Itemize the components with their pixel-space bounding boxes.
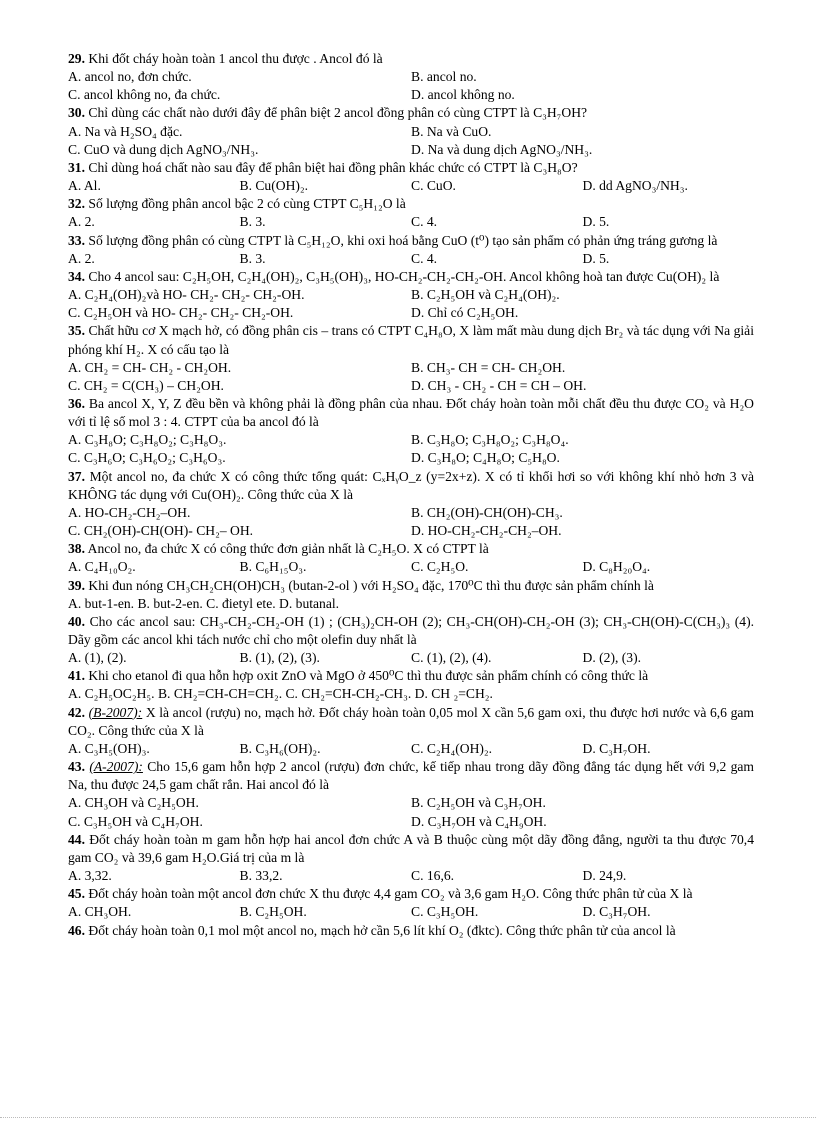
- question-41: [68, 667, 754, 703]
- question-number: 44.: [68, 831, 85, 847]
- question-text: Khi đốt cháy hoàn toàn 1 ancol thu được . Ancol đó là: [85, 51, 383, 66]
- question-31: [68, 159, 754, 195]
- question-stem: [68, 831, 754, 867]
- question-text: Đốt cháy hoàn toàn 0,1 mol một ancol no, mạch hở cần 5,6 lít khí O₂ (đktc). Công thức phân tử của ancol là: [85, 922, 676, 938]
- options-row: [68, 177, 754, 195]
- answer-option: D. C₃H₇OH và C₄H₉OH.: [411, 813, 547, 829]
- answer-option: B. Cu(OH)₂.: [239, 178, 309, 194]
- answer-option: C. 4.: [411, 250, 438, 266]
- question-text: Chỉ dùng các chất nào dưới đây để phân biệt 2 ancol đồng phân có cùng CTPT là C₃H₇OH?: [85, 105, 588, 121]
- question-35: [68, 322, 754, 395]
- options-row: [68, 68, 754, 86]
- question-32: [68, 195, 754, 231]
- answer-option: B. Na và CuO.: [411, 123, 492, 139]
- answer-option: D. (2), (3).: [582, 650, 642, 666]
- answer-option: C. 16,6.: [411, 868, 455, 884]
- question-stem: [68, 468, 754, 504]
- options-row: [68, 903, 754, 921]
- question-number: 29.: [68, 51, 85, 66]
- answer-option: B. 33,2.: [239, 868, 283, 884]
- answer-option: A. C₂H₅OC₂H₅. B. CH₂=CH-CH=CH₂. C. CH₂=CH-CH₂-CH₃. D. CH ₂=CH₂.: [68, 686, 493, 702]
- question-37: [68, 468, 754, 541]
- options-row: [68, 123, 754, 141]
- answer-option: A. CH₂ = CH- CH₂ - CH₂OH.: [68, 359, 232, 375]
- question-text: Đốt cháy hoàn toàn m gam hỗn hợp hai ancol đơn chức A và B thuộc cùng một dãy đồng đẳng, người ta thu được 70,4 gam CO₂ và 39,6 gam H₂O.Giá trị của m là: [68, 831, 754, 865]
- question-number: 38.: [68, 541, 85, 557]
- answer-option: B. C₃H₆(OH)₂.: [239, 740, 321, 756]
- question-number: 32.: [68, 196, 85, 212]
- question-text: Số lượng đồng phân ancol bậc 2 có cùng CTPT C₅H₁₂O là: [85, 196, 406, 212]
- options-row: [68, 431, 754, 449]
- answer-option: D. Na và dung dịch AgNO₃/NH₃.: [411, 141, 593, 157]
- answer-option: B. 3.: [239, 250, 266, 266]
- question-stem: [68, 50, 754, 68]
- question-stem: [68, 613, 754, 649]
- options-row: [68, 867, 754, 885]
- answer-option: D. Chỉ có C₂H₅OH.: [411, 305, 519, 321]
- question-text: Đốt cháy hoàn toàn một ancol đơn chức X thu được 4,4 gam CO₂ và 3,6 gam H₂O. Công thức phân tử của X là: [85, 886, 693, 902]
- question-number: 39.: [68, 577, 85, 593]
- question-number: 35.: [68, 323, 85, 339]
- options-row: [68, 213, 754, 231]
- question-number: 36.: [68, 395, 85, 411]
- question-text: Số lượng đồng phân có cùng CTPT là C₅H₁₂O, khi oxi hoá bằng CuO (t⁰) tạo sản phẩm có phản ứng tráng gương là: [85, 232, 718, 248]
- answer-option: B. C₃H₈O; C₃H₈O₂; C₃H₈O₄.: [411, 432, 569, 448]
- question-stem: [68, 758, 754, 794]
- answer-option: B. C₂H₅OH và C₃H₇OH.: [411, 795, 546, 811]
- answer-option: B. 3.: [239, 214, 266, 230]
- answer-option: B. CH₂(OH)-CH(OH)-CH₃.: [411, 504, 563, 520]
- options-row: [68, 304, 754, 322]
- question-text: Chỉ dùng hoá chất nào sau đây để phân biệt hai đồng phân khác chức có CTPT là C₃H₈O?: [85, 159, 578, 175]
- question-40: [68, 613, 754, 667]
- answer-option: C. ancol không no, đa chức.: [68, 87, 221, 103]
- question-number: 34.: [68, 268, 85, 284]
- answer-option: C. CuO và dung dịch AgNO₃/NH₃.: [68, 141, 259, 157]
- answer-option: A. ancol no, đơn chức.: [68, 69, 192, 85]
- options-row: [68, 685, 754, 703]
- answer-option: C. C₃H₆O; C₃H₆O₂; C₃H₆O₃.: [68, 450, 226, 466]
- options-row: [68, 449, 754, 467]
- answer-option: C. 4.: [411, 214, 438, 230]
- options-row: [68, 286, 754, 304]
- question-29: [68, 50, 754, 104]
- answer-option: B. ancol no.: [411, 69, 477, 85]
- answer-option: C. C₂H₅O.: [411, 559, 469, 575]
- answer-option: A. (1), (2).: [68, 650, 127, 666]
- question-stem: [68, 195, 754, 213]
- answer-option: A. C₄H₁₀O₂.: [68, 559, 136, 575]
- question-stem: [68, 667, 754, 685]
- answer-option: C. C₂H₅OH và HO- CH₂- CH₂- CH₂-OH.: [68, 305, 294, 321]
- question-text: Khi cho etanol đi qua hỗn hợp oxit ZnO và MgO ở 450⁰C thì thu được sản phẩm chính có công thức là: [85, 668, 649, 684]
- question-text: Khi đun nóng CH₃CH₂CH(OH)CH₃ (butan-2-ol ) với H₂SO₄ đặc, 170⁰C thì thu được sản phẩm chính là: [85, 577, 654, 593]
- options-row: [68, 86, 754, 104]
- question-45: [68, 885, 754, 921]
- answer-option: A. C₃H₅(OH)₃.: [68, 740, 150, 756]
- options-row: [68, 250, 754, 268]
- worksheet: [68, 50, 754, 940]
- answer-option: A. C₃H₈O; C₃H₈O₂; C₃H₈O₃.: [68, 432, 227, 448]
- answer-option: D. C₃H₈O; C₄H₈O; C₅H₈O.: [411, 450, 560, 466]
- question-38: [68, 540, 754, 576]
- answer-option: A. 3,32.: [68, 868, 112, 884]
- question-stem: [68, 885, 754, 903]
- question-34: [68, 268, 754, 322]
- question-42: [68, 704, 754, 758]
- question-stem: [68, 268, 754, 286]
- question-number: 46.: [68, 922, 85, 938]
- answer-option: C. CH₂(OH)-CH(OH)- CH₂– OH.: [68, 523, 254, 539]
- question-text: Một ancol no, đa chức X có công thức tổng quát: CₓHᵧO_z (y=2x+z). X có tỉ khối hơi so với không khí nhỏ hơn 3 và KHÔNG tác dụng với Cu(OH)₂. Công thức của X là: [68, 468, 754, 502]
- question-stem: [68, 159, 754, 177]
- question-stem: [68, 577, 754, 595]
- answer-option: D. C₈H₂₀O₄.: [582, 559, 651, 575]
- question-46: [68, 922, 754, 940]
- options-row: [68, 649, 754, 667]
- question-number: 33.: [68, 232, 85, 248]
- answer-option: C. CuO.: [411, 178, 456, 194]
- answer-option: C. C₃H₅OH và C₄H₇OH.: [68, 813, 203, 829]
- answer-option: A. C₂H₄(OH)₂và HO- CH₂- CH₂- CH₂-OH.: [68, 287, 305, 303]
- question-text: Chất hữu cơ X mạch hở, có đồng phân cis – trans có CTPT C₄H₈O, X làm mất màu dung dịch Br₂ và tác dụng với Na giải phóng khí H₂. X có cấu tạo là: [68, 323, 754, 357]
- question-number: 42.: [68, 704, 85, 720]
- options-row: [68, 558, 754, 576]
- question-stem: [68, 395, 754, 431]
- question-stem: [68, 104, 754, 122]
- answer-option: A. CH₃OH.: [68, 904, 132, 920]
- answer-option: A. Al.: [68, 178, 101, 194]
- question-stem: [68, 322, 754, 358]
- answer-option: B. (1), (2), (3).: [239, 650, 320, 666]
- question-text: Cho 4 ancol sau: C₂H₅OH, C₂H₄(OH)₂, C₃H₅(OH)₃, HO-CH₂-CH₂-CH₂-OH. Ancol không hoà tan được Cu(OH)₂ là: [85, 268, 720, 284]
- answer-option: B. C₂H₅OH.: [239, 904, 307, 920]
- question-text: Ba ancol X, Y, Z đều bền và không phải là đồng phân của nhau. Đốt cháy hoàn toàn mỗi chất đều thu được CO₂ và H₂O với tỉ lệ số mol 3 : 4. CTPT của ba ancol đó là: [68, 395, 754, 430]
- answer-option: A. 2.: [68, 250, 95, 266]
- question-number: 41.: [68, 668, 85, 684]
- question-text: X là ancol (rượu) no, mạch hở. Đốt cháy hoàn toàn 0,05 mol X cần 5,6 gam oxi, thu được hơi nước và 6,6 gam CO₂. Công thức của X là: [68, 704, 754, 738]
- options-row: [68, 141, 754, 159]
- answer-option: D. dd AgNO₃/NH₃.: [582, 178, 688, 194]
- answer-option: A. HO-CH₂-CH₂–OH.: [68, 504, 191, 520]
- answer-option: C. C₂H₄(OH)₂.: [411, 740, 493, 756]
- question-number: 40.: [68, 613, 85, 629]
- question-44: [68, 831, 754, 885]
- options-row: [68, 377, 754, 395]
- question-stem: [68, 922, 754, 940]
- options-row: [68, 813, 754, 831]
- answer-option: A. 2.: [68, 214, 95, 230]
- answer-option: C. CH₂ = C(CH₃) – CH₂OH.: [68, 377, 224, 393]
- question-stem: [68, 232, 754, 250]
- options-row: [68, 595, 754, 613]
- answer-option: A. Na và H₂SO₄ đặc.: [68, 123, 183, 139]
- question-number: 43.: [68, 759, 85, 775]
- question-source: (A-2007):: [89, 759, 143, 775]
- answer-option: D. 5.: [582, 250, 610, 266]
- answer-option: D. ancol không no.: [411, 87, 515, 103]
- answer-option: A. CH₃OH và C₂H₅OH.: [68, 795, 199, 811]
- options-row: [68, 359, 754, 377]
- answer-option: D. CH₃ - CH₂ - CH = CH – OH.: [411, 377, 587, 393]
- answer-option: A. but-1-en. B. but-2-en. C. đietyl ete. D. butanal.: [68, 595, 340, 611]
- question-source: (B-2007):: [88, 704, 143, 720]
- footer-dotted-line: [0, 1117, 816, 1119]
- question-number: 31.: [68, 159, 85, 175]
- options-row: [68, 504, 754, 522]
- options-row: [68, 740, 754, 758]
- question-text: Cho các ancol sau: CH₃-CH₂-CH₂-OH (1) ; (CH₃)₂CH-OH (2); CH₃-CH(OH)-CH₂-OH (3); CH₃-CH(OH)-C(CH₃)₃ (4). Dãy gồm các ancol khi tách nước chỉ cho một olefin duy nhất là: [68, 613, 754, 647]
- question-stem: [68, 540, 754, 558]
- answer-option: C. C₃H₅OH.: [411, 904, 479, 920]
- options-row: [68, 794, 754, 812]
- question-30: [68, 104, 754, 158]
- question-33: [68, 232, 754, 268]
- answer-option: B. CH₃- CH = CH- CH₂OH.: [411, 359, 566, 375]
- options-row: [68, 522, 754, 540]
- question-text: Cho 15,6 gam hỗn hợp 2 ancol (rượu) đơn chức, kế tiếp nhau trong dãy đồng đẳng tác dụng hết với 9,2 gam Na, thu được 24,5 gam chất rắn. Hai ancol đó là: [68, 759, 754, 793]
- answer-option: C. (1), (2), (4).: [411, 650, 492, 666]
- question-number: 37.: [68, 468, 85, 484]
- question-text: Ancol no, đa chức X có công thức đơn giản nhất là C₂H₅O. X có CTPT là: [85, 541, 489, 557]
- answer-option: D. C₃H₇OH.: [582, 740, 651, 756]
- question-36: [68, 395, 754, 468]
- answer-option: D. 5.: [582, 214, 610, 230]
- answer-option: D. HO-CH₂-CH₂-CH₂–OH.: [411, 523, 562, 539]
- question-stem: [68, 704, 754, 740]
- answer-option: D. C₃H₇OH.: [582, 904, 651, 920]
- answer-option: D. 24,9.: [582, 868, 627, 884]
- answer-option: B. C₂H₅OH và C₂H₄(OH)₂.: [411, 287, 560, 303]
- question-39: [68, 577, 754, 613]
- answer-option: B. C₆H₁₅O₃.: [239, 559, 307, 575]
- question-number: 45.: [68, 886, 85, 902]
- question-number: 30.: [68, 105, 85, 121]
- question-43: [68, 758, 754, 831]
